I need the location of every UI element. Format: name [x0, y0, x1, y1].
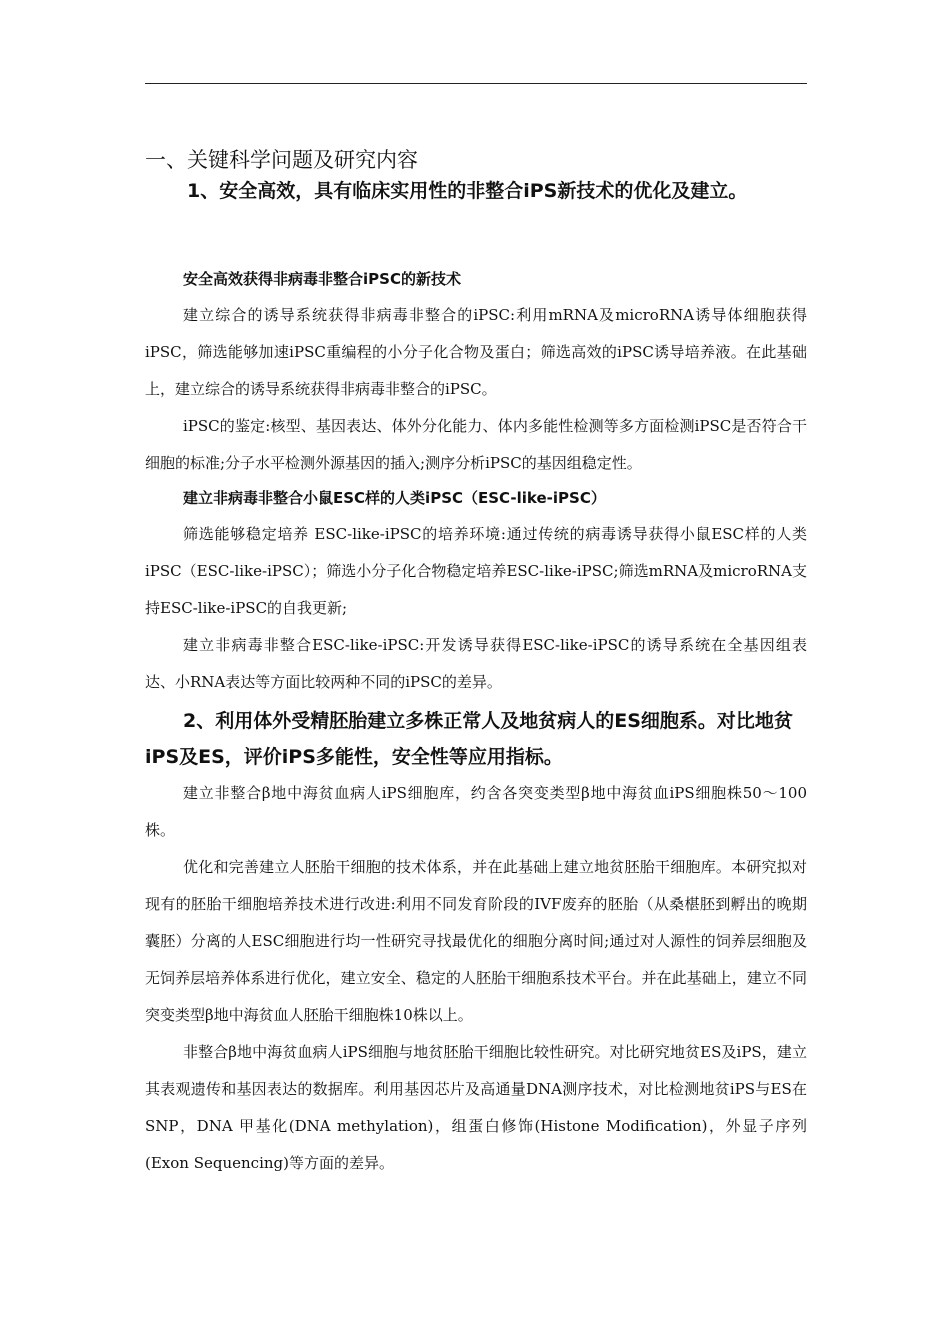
sub2-title: 建立非病毒非整合小鼠ESC样的人类iPSC（ESC-like-iPSC） — [183, 489, 606, 507]
section-title: 一、关键科学问题及研究内容 — [145, 148, 418, 172]
item2-paragraph-1: 建立非整合β地中海贫血病人iPS细胞库，约含各突变类型β地中海贫血iPS细胞株50～100株。 — [145, 784, 807, 839]
item2-paragraph-3: 非整合β地中海贫血病人iPS细胞与地贫胚胎干细胞比较性研究。对比研究地贫ES及iPS，建立其表观遗传和基因表达的数据库。利用基因芯片及高通量DNA测序技术，对比检测地贫iPS与ES在SNP，DNA 甲基化(DNA methylation)，组蛋白修饰(Histone Modification)，外显子序列(Exon Sequencing)等方面的差异。 — [145, 1043, 807, 1172]
document-body — [145, 144, 807, 1182]
sub1-title: 安全高效获得非病毒非整合iPSC的新技术 — [183, 270, 461, 288]
sub2-paragraph-1: 筛选能够稳定培养 ESC-like-iPSC的培养环境:通过传统的病毒诱导获得小鼠ESC样的人类iPSC（ESC-like-iPSC）；筛选小分子化合物稳定培养ESC-like-iPSC;筛选mRNA及microRNA支持ESC-like-iPSC的自我更新; — [145, 525, 807, 617]
sub2-paragraph-2: 建立非病毒非整合ESC-like-iPSC:开发诱导获得ESC-like-iPSC的诱导系统在全基因组表达、小RNA表达等方面比较两种不同的iPSC的差异。 — [145, 636, 807, 691]
item2-paragraph-2: 优化和完善建立人胚胎干细胞的技术体系，并在此基础上建立地贫胚胎干细胞库。本研究拟对现有的胚胎干细胞培养技术进行改进:利用不同发育阶段的IVF废弃的胚胎（从桑椹胚到孵出的晚期囊胚）分离的人ESC细胞进行均一性研究寻找最优化的细胞分离时间;通过对人源性的饲养层细胞及无饲养层培养体系进行优化，建立安全、稳定的人胚胎干细胞系技术平台。并在此基础上，建立不同突变类型β地中海贫血人胚胎干细胞株10株以上。 — [145, 858, 807, 1024]
item1-heading: 1、安全高效，具有临床实用性的非整合iPS新技术的优化及建立。 — [187, 180, 748, 202]
sub1-paragraph-1: 建立综合的诱导系统获得非病毒非整合的iPSC:利用mRNA及microRNA诱导体细胞获得iPSC，筛选能够加速iPSC重编程的小分子化合物及蛋白；筛选高效的iPSC诱导培养液。在此基础上，建立综合的诱导系统获得非病毒非整合的iPSC。 — [145, 306, 807, 398]
header-rule — [145, 83, 807, 84]
sub1-paragraph-2: iPSC的鉴定:核型、基因表达、体外分化能力、体内多能性检测等多方面检测iPSC是否符合干细胞的标准;分子水平检测外源基因的插入;测序分析iPSC的基因组稳定性。 — [145, 417, 807, 472]
item2-heading: 2、利用体外受精胚胎建立多株正常人及地贫病人的ES细胞系。对比地贫iPS及ES，评价iPS多能性，安全性等应用指标。 — [145, 710, 793, 768]
